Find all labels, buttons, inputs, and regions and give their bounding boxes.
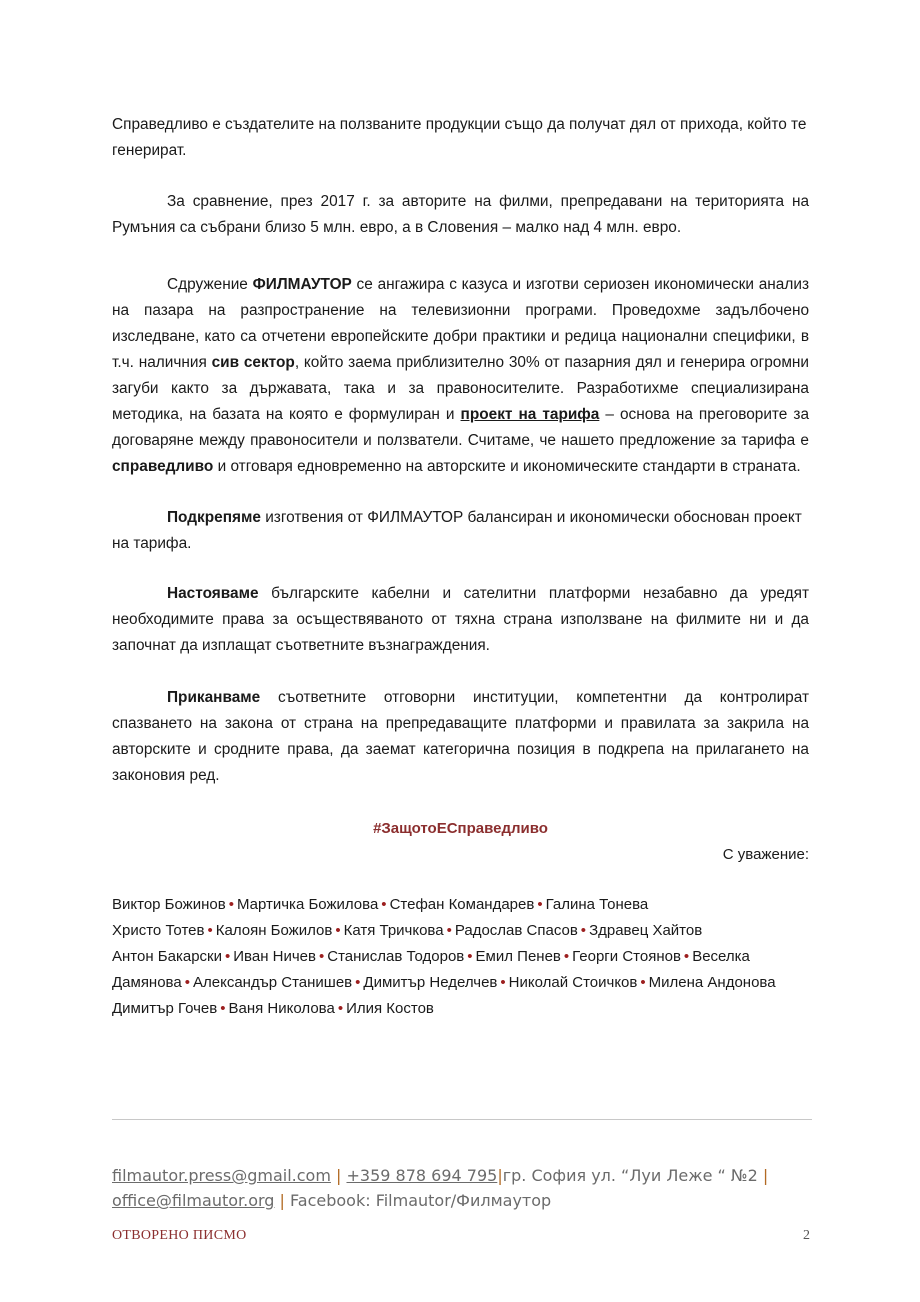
bullet-separator: • — [446, 922, 452, 939]
signatory-name: Здравец Хайтов — [589, 922, 703, 939]
bullet-separator: • — [207, 922, 213, 939]
signatory-name: Радослав Спасов — [454, 922, 578, 939]
separator: | — [497, 1166, 503, 1185]
signatory-name: Иван Ничев — [233, 948, 316, 965]
signatory-name: Антон Бакарски — [112, 948, 222, 965]
address: гр. София ул. “Луи Леже “ №2 — [502, 1166, 758, 1185]
separator: | — [762, 1166, 769, 1185]
signatory-name: Николай Стоичков — [508, 974, 638, 991]
signatories-list — [112, 892, 812, 1022]
footer-line-1 — [112, 1163, 812, 1188]
separator: | — [279, 1191, 285, 1210]
bullet-separator: • — [537, 896, 543, 913]
bullet-separator: • — [228, 896, 234, 913]
signatory-name: Ваня Николова — [228, 1000, 335, 1017]
bullet-separator: • — [580, 922, 587, 939]
paragraph-text: съответните отговорни институции, компетентни да контролират спазването на закона от страна на препредаващите платформи и правилата за закрила на авторските и сродните права, да заемат категорична позиция в подкрепа на прилагането на законовия ред. — [112, 689, 809, 784]
keyword: Приканваме — [167, 689, 261, 706]
bullet-separator: • — [318, 948, 325, 965]
bullet-separator: • — [381, 896, 387, 913]
bullet-separator: • — [640, 974, 646, 991]
signatory-name: Дамянова — [112, 974, 182, 991]
footer-line-2 — [112, 1188, 812, 1213]
grey-sector-term: сив сектор — [211, 354, 295, 371]
bullet-separator: • — [337, 1000, 344, 1017]
page-number: 2 — [803, 1228, 810, 1243]
facebook-handle: Facebook: Filmautor/Филмаутор — [290, 1191, 552, 1210]
org-name: ФИЛМАУТОР — [252, 276, 352, 293]
bullet-separator: • — [184, 974, 190, 991]
document-type-label: ОТВОРЕНО ПИСМО — [112, 1228, 247, 1243]
signatory-name: Александър Станишев — [192, 974, 353, 991]
paragraph-text: Справедливо е създателите на ползваните продукции също да получат дял от прихода, който те генерират. — [112, 116, 807, 159]
tariff-project-term: проект на тарифа — [460, 406, 600, 423]
paragraph-text: изготвения от ФИЛМАУТОР балансиран и икономически обоснован проект на тарифа. — [112, 509, 802, 552]
text-run: Сдружение — [167, 276, 253, 293]
fair-term: справедливо — [112, 458, 214, 475]
signatories-row — [112, 970, 812, 996]
phone-link[interactable]: +359 878 694 795 — [346, 1166, 498, 1185]
bullet-separator: • — [467, 948, 473, 965]
bullet-separator: • — [563, 948, 570, 965]
signatory-name: Георги Стоянов — [572, 948, 681, 965]
signatory-name: Емил Пенев — [475, 948, 561, 965]
signatory-name: Димитър Неделчев — [363, 974, 498, 991]
paragraph-fair-share — [112, 112, 809, 164]
press-email-link[interactable]: filmautor.press@gmail.com — [112, 1166, 331, 1185]
paragraph-comparison — [112, 189, 809, 241]
keyword: Подкрепяме — [167, 509, 261, 526]
bullet-separator: • — [225, 948, 231, 965]
paragraph-text: За сравнение, през 2017 г. за авторите на филми, препредавани на територията на Румъния са събрани близо 5 млн. евро, а в Словения – малко над 4 млн. евро. — [112, 193, 809, 236]
signatory-name: Станислав Тодоров — [327, 948, 465, 965]
signatory-name: Димитър Гочев — [112, 1000, 218, 1017]
signatories-row — [112, 996, 812, 1022]
bullet-separator: • — [355, 974, 361, 991]
bullet-separator: • — [500, 974, 506, 991]
separator: | — [336, 1166, 342, 1185]
signatories-row — [112, 944, 812, 970]
text-run: и отговаря едновременно на авторските и икономическите стандарти в страната. — [213, 458, 801, 475]
text-run: – основа на преговорите за договаряне между правоносители и ползватели. Считаме, че нашето предложение за тарифа е — [112, 406, 810, 449]
signatory-name: Калоян Божилов — [215, 922, 333, 939]
signatory-name: Илия Костов — [346, 1000, 434, 1017]
signatory-name: Виктор Божинов — [112, 896, 226, 913]
paragraph-invite — [112, 685, 809, 789]
signatory-name: Стефан Командарев — [389, 896, 535, 913]
signatories-row — [112, 918, 812, 944]
keyword: Настояваме — [167, 585, 259, 602]
signatory-name: Христо Тотев — [112, 922, 205, 939]
contact-footer — [112, 1163, 812, 1213]
paragraph-support — [112, 505, 809, 557]
regards-closing: С уважение: — [722, 846, 809, 863]
bullet-separator: • — [220, 1000, 226, 1017]
signatory-name: Мартичка Божилова — [236, 896, 379, 913]
hashtag: #ЗащотоЕСправедливо — [373, 820, 548, 837]
paragraph-filmautor-analysis — [112, 272, 809, 480]
footer-divider — [112, 1119, 812, 1120]
office-email-link[interactable]: office@filmautor.org — [112, 1191, 275, 1210]
paragraph-insist — [112, 581, 809, 659]
signatories-row — [112, 892, 812, 918]
bullet-separator: • — [683, 948, 690, 965]
signatory-name: Веселка — [692, 948, 750, 965]
text-run: се ангажира с казуса и изготви сериозен икономически анализ на пазара на разпространение на телевизионни програми. Проведохме задълбочено изследване, като са отчетени европейските добри практики и редица национални специфики, в т.ч. наличния — [112, 276, 809, 371]
signatory-name: Катя Тричкова — [343, 922, 444, 939]
signatory-name: Милена Андонова — [648, 974, 776, 991]
text-run: , който заема приблизително 30% от пазарния дял и генерира огромни загуби както за държавата, така и за правоносителите. Разработихме специализирана методика, на базата на която е формулиран и — [112, 354, 810, 423]
bullet-separator: • — [335, 922, 341, 939]
signatory-name: Галина Тонева — [545, 896, 649, 913]
paragraph-text: българските кабелни и сателитни платформи незабавно да уредят необходимите права за осъществяваното от тяхна страна използване на филмите ни и да започнат да изплащат съответните възнаграждения. — [112, 585, 809, 654]
